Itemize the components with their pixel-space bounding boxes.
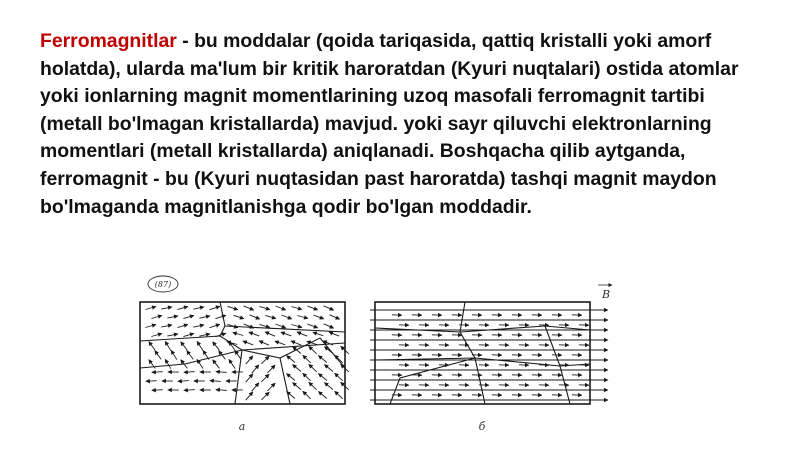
moment-arrow: [265, 332, 275, 336]
moment-arrow: [259, 324, 270, 327]
moment-arrow: [287, 356, 295, 363]
moment-arrow: [261, 356, 269, 364]
domain-diagram: [130, 268, 650, 440]
caption-b: б: [478, 420, 486, 433]
moment-arrow: [199, 316, 210, 318]
moment-arrow: [151, 316, 162, 319]
moment-arrow: [303, 355, 311, 363]
moment-arrow: [281, 332, 291, 336]
moment-arrow: [203, 350, 209, 359]
moment-arrow: [183, 315, 194, 318]
moment-arrow: [181, 342, 188, 351]
moment-arrow: [213, 360, 220, 369]
moment-arrow: [324, 324, 334, 328]
moment-arrow: [249, 332, 259, 336]
moment-arrow: [275, 341, 285, 345]
moment-arrow: [246, 392, 253, 400]
svg-text:B: B: [602, 288, 611, 301]
moment-arrow: [246, 356, 253, 364]
moment-arrow: [324, 306, 334, 310]
moment-arrow: [152, 390, 163, 391]
field-vector-label: [598, 285, 612, 301]
moment-arrow: [146, 381, 157, 382]
moment-arrow: [213, 342, 220, 351]
moment-arrow: [259, 306, 270, 309]
moment-arrow: [267, 365, 275, 373]
moment-arrow: [276, 306, 286, 310]
magnetic-moment-arrows: [145, 306, 348, 400]
moment-arrow: [276, 324, 286, 328]
moment-arrow: [335, 355, 343, 363]
moment-arrow: [259, 341, 269, 345]
moment-arrow: [261, 374, 269, 382]
moment-arrow: [250, 315, 260, 319]
moment-arrow: [155, 351, 161, 360]
term-heading: Ferromagnitlar: [40, 30, 177, 52]
moment-arrow: [161, 307, 172, 309]
moment-arrow: [291, 325, 302, 328]
moment-arrow: [261, 392, 269, 400]
moment-arrow: [324, 383, 333, 390]
moment-arrow: [187, 351, 194, 360]
moment-arrow: [293, 347, 301, 354]
moment-arrow: [215, 315, 226, 318]
moment-arrow: [293, 383, 301, 390]
moment-arrow: [291, 341, 301, 345]
moment-arrow: [233, 315, 244, 318]
moment-arrow: [282, 315, 292, 319]
moment-arrow: [171, 350, 177, 359]
moment-arrow: [184, 390, 195, 391]
moment-arrow: [314, 315, 324, 319]
moment-arrow: [199, 334, 210, 336]
moment-arrow: [309, 346, 317, 354]
magnetized-panel: [370, 285, 612, 404]
moment-arrow: [293, 365, 301, 372]
definition-paragraph: [40, 28, 770, 221]
moment-arrow: [167, 316, 178, 318]
caption-a: a: [238, 420, 246, 433]
moment-arrow: [177, 324, 188, 327]
moment-arrow: [233, 333, 244, 336]
moment-arrow: [313, 332, 323, 335]
moment-arrow: [329, 332, 339, 336]
moment-arrow: [165, 359, 171, 368]
moment-arrow: [335, 373, 343, 381]
moment-arrow: [216, 372, 227, 373]
moment-arrow: [297, 332, 307, 336]
moment-arrow: [244, 306, 254, 310]
moment-arrow: [161, 325, 172, 327]
moment-arrow: [177, 306, 188, 309]
moment-arrow: [209, 324, 220, 327]
moment-arrow: [151, 334, 162, 337]
corner-label: [148, 276, 178, 292]
moment-arrow: [167, 334, 178, 336]
moment-arrow: [252, 365, 259, 373]
moment-arrow: [165, 341, 171, 350]
moment-arrow: [267, 383, 275, 391]
moment-arrow: [229, 359, 235, 368]
moment-arrow: [287, 374, 295, 381]
moment-arrow: [318, 392, 327, 399]
moment-arrow: [303, 373, 311, 381]
moment-arrow: [243, 341, 253, 345]
moment-arrow: [303, 391, 311, 399]
moment-arrow: [297, 316, 308, 319]
moment-arrow: [183, 333, 194, 336]
moment-arrow: [265, 315, 276, 318]
unmagnetized-panel: [140, 302, 349, 404]
moment-arrow: [193, 307, 204, 309]
moment-arrow: [152, 372, 163, 373]
moment-arrow: [291, 307, 302, 310]
moment-arrow: [184, 372, 195, 373]
domain-structure-figure: [130, 268, 650, 440]
moment-arrow: [227, 306, 238, 309]
moment-arrow: [216, 390, 227, 391]
moment-arrow: [197, 341, 203, 350]
moment-arrow: [309, 364, 317, 372]
moment-arrow: [145, 307, 156, 310]
moment-arrow: [335, 391, 343, 399]
moment-arrow: [178, 381, 189, 382]
moment-arrow: [149, 342, 155, 351]
moment-arrow: [324, 365, 333, 372]
svg-text:(87): (87): [154, 280, 172, 289]
moment-arrow: [308, 324, 318, 328]
moment-arrow: [318, 374, 327, 381]
moment-arrow: [246, 374, 253, 382]
moment-arrow: [235, 350, 241, 359]
moment-arrow: [210, 381, 221, 382]
moment-arrow: [193, 325, 204, 327]
moment-arrow: [209, 306, 220, 309]
moment-arrow: [330, 315, 340, 319]
moment-arrow: [308, 306, 318, 310]
definition-text: - bu moddalar (qoida tariqasida, qattiq kristalli yoki amorf holatda), ularda ma'lum bir kritik haroratdan (Kyuri nuqtalari) ostida atomlar yoki ionlarning magnit momentlarining uzoq masofali ferromagnit tartibi (metall bo'lmagan kristallarda) mavjud. yoki sayr qiluvchi elektronlarning momentlari (metall kristallarda) aniqlanadi. Boshqacha qilib aytganda, ferromagnit - bu (Kyuri nuqtasidan past haroratda) tashqi magnit maydon bo'lmaganda magnitlanishga qodir bo'lgan moddadir.: [40, 30, 739, 218]
moment-arrow: [309, 382, 317, 390]
moment-arrow: [318, 356, 327, 363]
moment-arrow: [145, 325, 156, 328]
moment-arrow: [252, 383, 259, 391]
